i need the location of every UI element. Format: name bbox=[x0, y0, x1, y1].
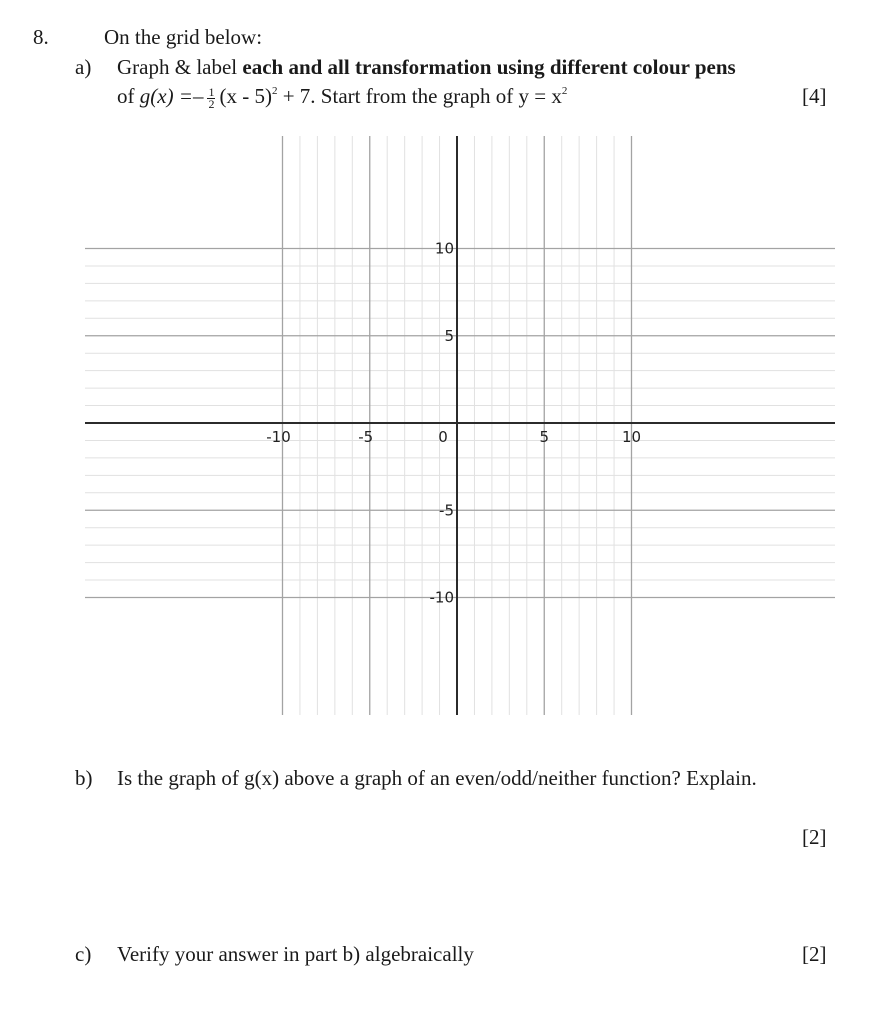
part-c-marks: [2] bbox=[802, 942, 827, 966]
part-a-tail: + 7. Start from the graph of y = x bbox=[277, 84, 562, 108]
x-tick-label: 5 bbox=[539, 428, 550, 446]
y-tick-label: 10 bbox=[434, 239, 454, 258]
tail-exponent: 2 bbox=[561, 85, 568, 97]
fraction-numerator: 1 bbox=[208, 84, 215, 99]
minor-grid-lines bbox=[85, 136, 835, 715]
paren-expression: (x - 5) bbox=[219, 84, 272, 108]
origin-label: 0 bbox=[438, 428, 448, 446]
x-tick-label: -5 bbox=[358, 428, 374, 446]
exponent: 2 bbox=[271, 85, 278, 97]
negative-sign: – bbox=[192, 84, 204, 108]
axes bbox=[85, 136, 835, 715]
part-a-line1-bold: each and all transformation using different colour pens bbox=[242, 55, 736, 79]
part-a-marks: [4] bbox=[802, 84, 827, 108]
y-tick-label: -5 bbox=[439, 501, 454, 520]
question-number: 8. bbox=[33, 25, 49, 49]
part-b-text: Is the graph of g(x) above a graph of an even/odd/neither function? Explain. bbox=[117, 766, 757, 790]
part-a-letter: a) bbox=[75, 55, 92, 79]
x-tick-label: -10 bbox=[266, 428, 291, 446]
fraction-denominator: 2 bbox=[208, 96, 215, 111]
part-b-marks: [2] bbox=[802, 825, 827, 849]
question-intro: On the grid below: bbox=[104, 25, 263, 49]
part-a-of: of bbox=[117, 84, 135, 108]
y-tick-label: 5 bbox=[444, 326, 454, 345]
part-c-text: Verify your answer in part b) algebraically bbox=[117, 942, 474, 966]
major-grid-lines bbox=[85, 136, 835, 715]
y-tick-label: -10 bbox=[429, 588, 454, 607]
function-name: g(x) = bbox=[139, 84, 193, 108]
x-tick-label: 10 bbox=[621, 428, 642, 446]
part-b-letter: b) bbox=[75, 766, 93, 790]
part-c-letter: c) bbox=[75, 942, 92, 966]
part-a-line1-plain: Graph & label bbox=[117, 55, 243, 79]
